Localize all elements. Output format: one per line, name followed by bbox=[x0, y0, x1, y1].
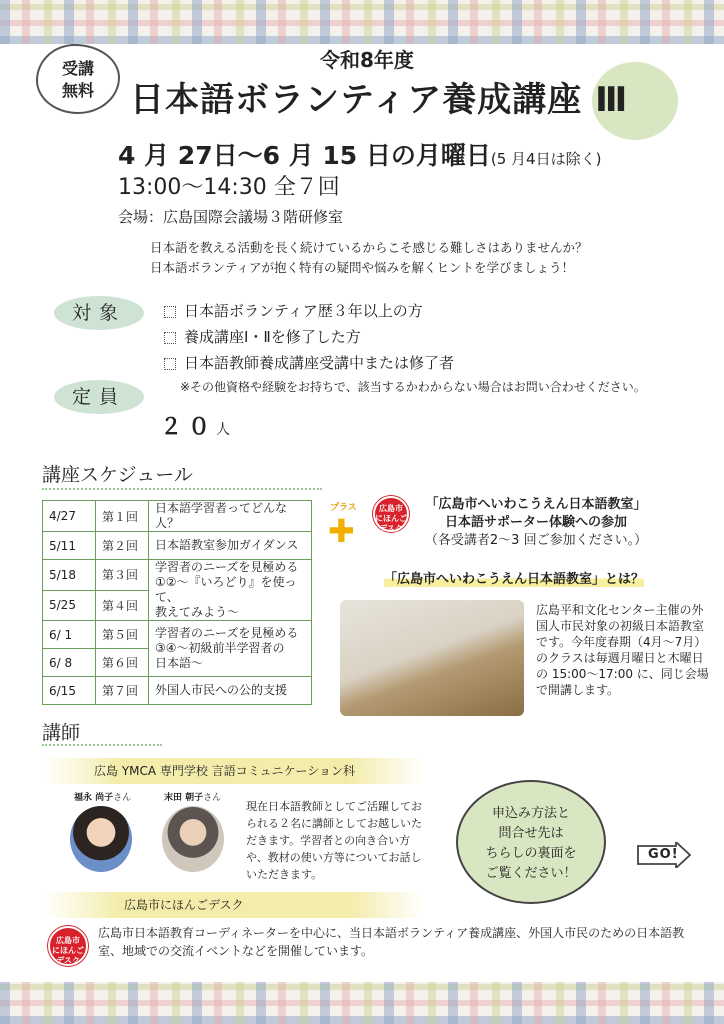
capacity-number: ２０ bbox=[160, 415, 217, 440]
schedule-number: 第４回 bbox=[96, 590, 149, 621]
logo-line: デスク bbox=[56, 956, 80, 965]
topic-line: 学習者のニーズを見極める bbox=[155, 626, 299, 640]
lecturer-name bbox=[164, 790, 221, 803]
lecturers-heading: 講師 bbox=[42, 722, 81, 744]
divider bbox=[42, 488, 322, 490]
partner-line: （各受講者2～3 回ご参加ください。） bbox=[424, 533, 648, 548]
dates-main: 4 月 27日～6 月 15 日の月曜日 bbox=[118, 141, 491, 170]
apply-line: ちらしの裏面を bbox=[485, 846, 577, 861]
venue: 会場：広島国際会議場３階研修室 bbox=[118, 208, 344, 226]
table-row bbox=[43, 532, 312, 560]
go-label: GO! bbox=[648, 847, 679, 862]
topic-line: 学習者のニーズを見極める bbox=[155, 560, 299, 574]
plaid-border-bottom bbox=[0, 982, 724, 1024]
apply-line: 問合せ先は bbox=[498, 826, 564, 841]
plus-icon: ✚ bbox=[328, 512, 355, 550]
partner-line: 「広島市へいわこうえん日本語教室」 bbox=[425, 497, 647, 512]
square-bullet-icon bbox=[164, 358, 176, 370]
schedule-table bbox=[42, 500, 312, 705]
badge-line: 無料 bbox=[61, 81, 94, 100]
target-label: 対象 bbox=[54, 296, 144, 330]
schedule-date: 5/25 bbox=[43, 590, 96, 621]
apply-info-bubble bbox=[456, 780, 606, 904]
lecturer-photo bbox=[70, 806, 132, 872]
topic-line: ①②～『いろどり』を使って、 bbox=[155, 575, 297, 604]
honorific: さん bbox=[203, 793, 222, 803]
schedule-date: 5/18 bbox=[43, 560, 96, 591]
schedule-number: 第１回 bbox=[96, 501, 149, 532]
schedule-date: 4/27 bbox=[43, 501, 96, 532]
desk-org: 広島市にほんごデスク bbox=[44, 892, 424, 918]
schedule-topic bbox=[149, 560, 312, 621]
logo-line: 広島市 bbox=[56, 936, 80, 945]
schedule-number: 第６回 bbox=[96, 649, 149, 677]
intro-line: 日本語を教える活動を長く続けているからこそ感じる難しさはありませんか？ bbox=[150, 240, 588, 255]
table-row bbox=[43, 677, 312, 705]
logo-line: デスク bbox=[379, 524, 403, 533]
schedule-topic: 日本語教室参加ガイダンス bbox=[149, 532, 312, 560]
capacity-unit: 人 bbox=[216, 422, 231, 438]
topic-line: 教えてみよう～ bbox=[155, 605, 240, 619]
target-item: 日本語教師養成講座受講中または修了者 bbox=[184, 354, 455, 372]
lecturer-description: 現在日本語教師としてご活躍しておられる２名に講師としてお越しいただきます。学習者との向き合い方や、教材の使い方等についてお話しいただきます。 bbox=[246, 800, 422, 881]
schedule-number: 第５回 bbox=[96, 621, 149, 649]
schedule-topic: 外国人市民への公的支援 bbox=[149, 677, 312, 705]
target-note: ※その他資格や経験をお持ちで、該当するかわからない場合はお問い合わせください。 bbox=[180, 380, 646, 394]
intro-line: 日本語ボランティアが抱く特有の疑問や悩みを解くヒントを学びましょう！ bbox=[150, 260, 575, 275]
plaid-border-top bbox=[0, 0, 724, 44]
page-title: 日本語ボランティア養成講座 Ⅲ bbox=[130, 80, 629, 120]
about-heading: 「広島市へいわこうえん日本語教室」とは？ bbox=[384, 568, 644, 587]
classroom-photo bbox=[340, 600, 524, 716]
schedule-number: 第３回 bbox=[96, 560, 149, 591]
capacity-label: 定員 bbox=[54, 380, 144, 414]
honorific: さん bbox=[113, 793, 132, 803]
divider bbox=[42, 744, 162, 746]
square-bullet-icon bbox=[164, 332, 176, 344]
schedule-date: 6/ 8 bbox=[43, 649, 96, 677]
desk-description: 広島市日本語教育コーディネーターを中心に、当日本語ボランティア養成講座、外国人市民のための日本語教室、地域での交流イベントなどを開催しています。 bbox=[98, 926, 685, 958]
target-item: 日本語ボランティア歴３年以上の方 bbox=[184, 302, 423, 320]
list-item bbox=[164, 298, 454, 324]
schedule-date: 6/ 1 bbox=[43, 621, 96, 649]
logo-line: 広島市 bbox=[379, 504, 403, 513]
free-badge bbox=[36, 44, 120, 114]
square-bullet-icon bbox=[164, 306, 176, 318]
lecturer-org: 広島 YMCA 専門学校 言語コミュニケーション科 bbox=[44, 758, 424, 784]
topic-line: ③④～初級前半学習者の bbox=[155, 641, 285, 655]
badge-line: 受講 bbox=[61, 59, 94, 78]
list-item bbox=[164, 350, 454, 376]
partner-program bbox=[416, 496, 656, 550]
schedule-topic bbox=[149, 621, 312, 677]
logo-line: にほんご bbox=[52, 946, 84, 955]
name-text: 末田 朝子 bbox=[164, 793, 204, 803]
schedule-date: 5/11 bbox=[43, 532, 96, 560]
target-item: 養成講座Ⅰ・Ⅱを修了した方 bbox=[184, 328, 361, 346]
target-list bbox=[164, 298, 454, 376]
name-text: 福永 尚子 bbox=[74, 793, 114, 803]
schedule-heading: 講座スケジュール bbox=[42, 464, 193, 486]
schedule-date: 6/15 bbox=[43, 677, 96, 705]
list-item bbox=[164, 324, 454, 350]
plus-label: プラス bbox=[330, 503, 357, 513]
nihongo-desk-logo bbox=[48, 926, 88, 966]
table-row bbox=[43, 621, 312, 649]
table-row bbox=[43, 501, 312, 532]
capacity-value bbox=[160, 410, 230, 441]
nihongo-desk-logo bbox=[373, 496, 409, 532]
course-time: 13:00～14:30 全７回 bbox=[118, 175, 340, 200]
partner-line: 日本語サポーター体験への参加 bbox=[444, 515, 627, 530]
about-text: 広島平和文化センター主催の外国人市民対象の初級日本語教室です。今年度春期（4月～7月）のクラスは毎週月曜日と木曜日の 15:00～17:00 に、同じ会場で開講します。 bbox=[536, 603, 709, 697]
table-row bbox=[43, 560, 312, 591]
schedule-number: 第２回 bbox=[96, 532, 149, 560]
apply-line: 申込み方法と bbox=[491, 806, 570, 821]
intro-text bbox=[150, 238, 588, 278]
fiscal-year: 令和8年度 bbox=[320, 48, 414, 72]
topic-line: 日本語～ bbox=[155, 656, 204, 670]
lecturer-name bbox=[74, 790, 131, 803]
dates-note: (5 月4日は除く) bbox=[490, 150, 602, 168]
lecturer-photo bbox=[162, 806, 224, 872]
schedule-number: 第７回 bbox=[96, 677, 149, 705]
logo-line: にほんご bbox=[375, 514, 407, 523]
schedule-topic: 日本語学習者ってどんな人？ bbox=[149, 501, 312, 532]
course-dates bbox=[118, 136, 601, 172]
apply-line: ご覧ください！ bbox=[485, 866, 577, 881]
